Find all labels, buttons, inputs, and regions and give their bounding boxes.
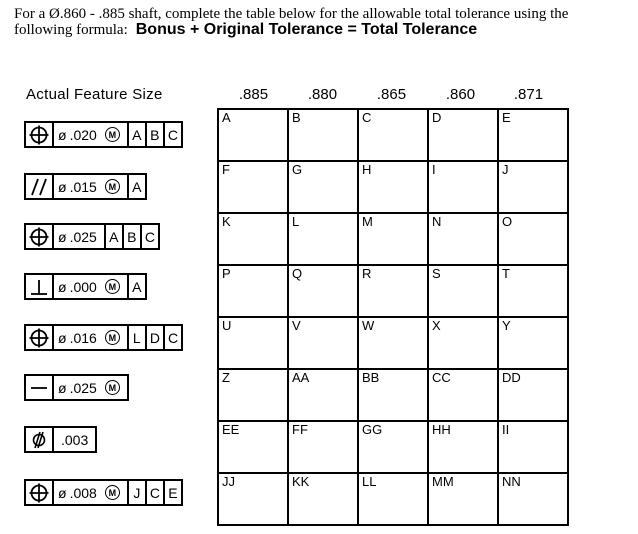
- table-row: [218, 369, 568, 421]
- answer-cell[interactable]: I: [428, 161, 498, 213]
- datum-ref: C: [163, 326, 181, 349]
- feature-control-frame: [24, 223, 160, 250]
- position-icon: [29, 227, 49, 247]
- answer-cell[interactable]: N: [428, 213, 498, 265]
- answer-cell[interactable]: X: [428, 317, 498, 369]
- datum-ref: B: [122, 225, 140, 248]
- diameter-symbol: ø: [58, 178, 67, 195]
- answer-cell[interactable]: L: [288, 213, 358, 265]
- datum-ref: E: [163, 481, 181, 504]
- answer-cell[interactable]: D: [428, 109, 498, 161]
- feature-control-frame: [24, 374, 129, 401]
- tolerance-value: .003: [61, 431, 89, 448]
- answer-cell[interactable]: C: [358, 109, 428, 161]
- instructions-line-1: For a Ø.860 - .885 shaft, complete the table below for the allowable total tolerance using the: [14, 6, 569, 22]
- column-header-3: .865: [376, 86, 407, 103]
- position-icon: [29, 125, 49, 145]
- answer-cell[interactable]: A: [218, 109, 288, 161]
- datum-ref: A: [127, 175, 145, 198]
- answer-cell[interactable]: MM: [428, 473, 498, 525]
- instructions-lead: following formula:: [14, 22, 128, 38]
- answer-cell[interactable]: Y: [498, 317, 568, 369]
- answer-cell[interactable]: T: [498, 265, 568, 317]
- answer-cell[interactable]: Z: [218, 369, 288, 421]
- tolerance-value: .000: [69, 278, 97, 295]
- feature-control-frame: [24, 173, 147, 200]
- answer-cell[interactable]: G: [288, 161, 358, 213]
- diameter-symbol: ø: [58, 329, 67, 346]
- tolerance-value: .016: [69, 329, 97, 346]
- instructions-line-2: [14, 22, 634, 38]
- feature-control-frame: [24, 324, 183, 351]
- answer-cell[interactable]: K: [218, 213, 288, 265]
- answer-cell[interactable]: AA: [288, 369, 358, 421]
- diameter-symbol: ø: [58, 278, 67, 295]
- answer-table: [217, 108, 569, 526]
- answer-cell[interactable]: DD: [498, 369, 568, 421]
- column-header-1: .885: [238, 86, 269, 103]
- tolerance-value: .015: [69, 178, 97, 195]
- tolerance-value: .020: [69, 126, 97, 143]
- formula: Bonus + Original Tolerance = Total Tolerance: [135, 21, 478, 38]
- row-header-label: Actual Feature Size: [26, 86, 163, 103]
- feature-control-frame: [24, 121, 183, 148]
- datum-ref: C: [140, 225, 158, 248]
- answer-cell[interactable]: E: [498, 109, 568, 161]
- answer-cell[interactable]: U: [218, 317, 288, 369]
- datum-ref: B: [145, 123, 163, 146]
- table-row: [218, 473, 568, 525]
- datum-ref: A: [127, 275, 145, 298]
- diameter-symbol: ø: [58, 228, 67, 245]
- mmc-modifier: M: [105, 380, 120, 395]
- answer-cell[interactable]: II: [498, 421, 568, 473]
- mmc-modifier: M: [105, 330, 120, 345]
- parallelism-icon: [29, 177, 49, 197]
- answer-cell[interactable]: NN: [498, 473, 568, 525]
- answer-cell[interactable]: FF: [288, 421, 358, 473]
- mmc-modifier: M: [105, 279, 120, 294]
- table-row: [218, 317, 568, 369]
- answer-cell[interactable]: EE: [218, 421, 288, 473]
- answer-cell[interactable]: HH: [428, 421, 498, 473]
- column-header-5: .871: [513, 86, 544, 103]
- datum-ref: A: [104, 225, 122, 248]
- diameter-symbol: ø: [58, 126, 67, 143]
- table-row: [218, 213, 568, 265]
- column-header-2: .880: [307, 86, 338, 103]
- answer-cell[interactable]: V: [288, 317, 358, 369]
- datum-ref: L: [127, 326, 145, 349]
- answer-cell[interactable]: J: [498, 161, 568, 213]
- datum-ref: D: [145, 326, 163, 349]
- answer-cell[interactable]: B: [288, 109, 358, 161]
- answer-cell[interactable]: P: [218, 265, 288, 317]
- table-row: [218, 421, 568, 473]
- table-row: [218, 265, 568, 317]
- tolerance-value: .025: [69, 379, 97, 396]
- position-icon: [29, 483, 49, 503]
- feature-control-frame: [24, 426, 97, 453]
- mmc-modifier: M: [105, 179, 120, 194]
- feature-control-frame: [24, 479, 183, 506]
- answer-cell[interactable]: W: [358, 317, 428, 369]
- straightness-icon: [29, 378, 49, 398]
- answer-cell[interactable]: M: [358, 213, 428, 265]
- answer-cell[interactable]: KK: [288, 473, 358, 525]
- table-row: [218, 161, 568, 213]
- diameter-symbol: ø: [58, 484, 67, 501]
- answer-cell[interactable]: CC: [428, 369, 498, 421]
- tolerance-value: .008: [69, 484, 97, 501]
- answer-cell[interactable]: LL: [358, 473, 428, 525]
- datum-ref: A: [127, 123, 145, 146]
- column-header-4: .860: [445, 86, 476, 103]
- answer-cell[interactable]: F: [218, 161, 288, 213]
- answer-cell[interactable]: BB: [358, 369, 428, 421]
- tolerance-value: .025: [69, 228, 97, 245]
- table-row: [218, 109, 568, 161]
- diameter-symbol: ø: [58, 379, 67, 396]
- answer-cell[interactable]: H: [358, 161, 428, 213]
- instructions: [14, 6, 634, 38]
- answer-cell[interactable]: S: [428, 265, 498, 317]
- feature-control-frame: [24, 273, 147, 300]
- answer-cell[interactable]: Q: [288, 265, 358, 317]
- datum-ref: J: [127, 481, 145, 504]
- answer-cell[interactable]: O: [498, 213, 568, 265]
- answer-cell[interactable]: JJ: [218, 473, 288, 525]
- cylindricity-icon: [29, 430, 49, 450]
- position-icon: [29, 328, 49, 348]
- mmc-modifier: M: [105, 485, 120, 500]
- perpendicularity-icon: [29, 277, 49, 297]
- answer-cell[interactable]: GG: [358, 421, 428, 473]
- datum-ref: C: [163, 123, 181, 146]
- datum-ref: C: [145, 481, 163, 504]
- answer-cell[interactable]: R: [358, 265, 428, 317]
- mmc-modifier: M: [105, 127, 120, 142]
